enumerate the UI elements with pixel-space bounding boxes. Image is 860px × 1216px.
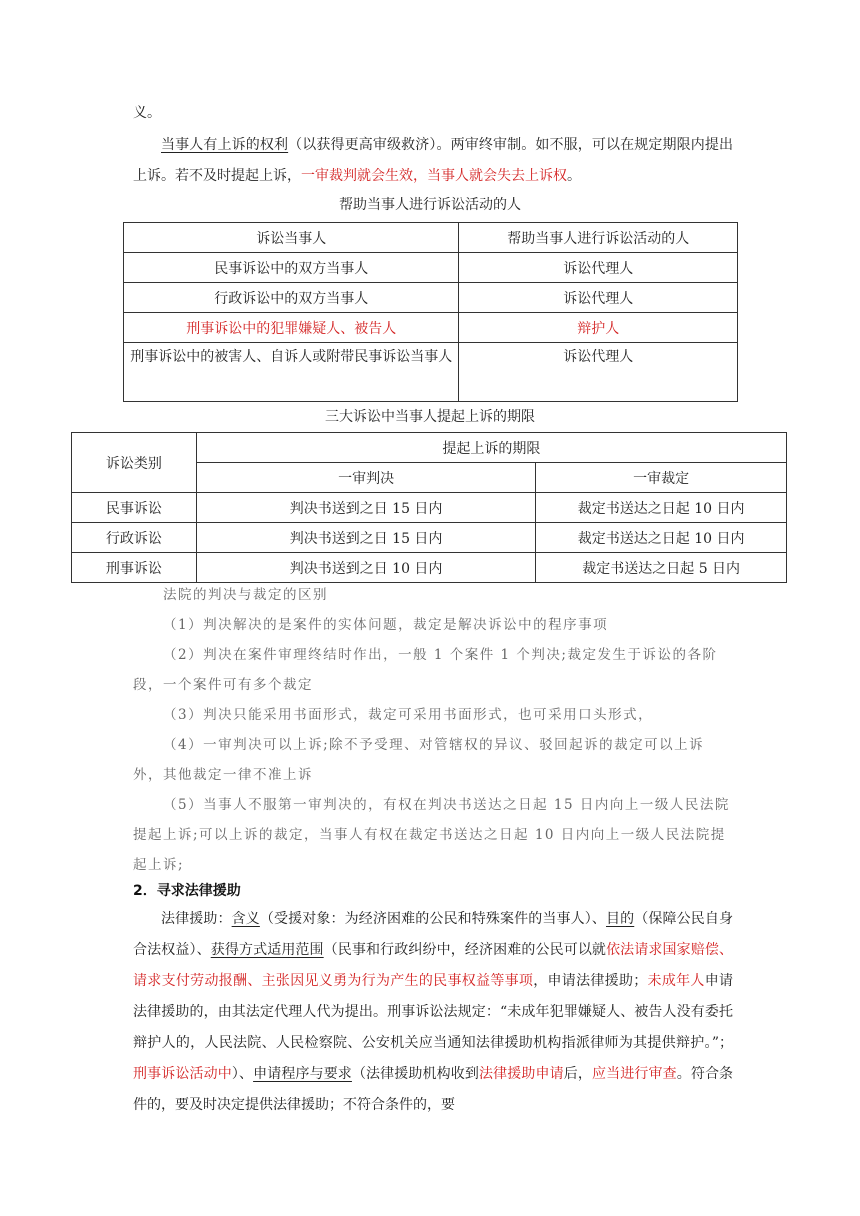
appeal-text: （以获得更高审级救济）。两审终审制。如不服，可以在规定期限内提出上诉。若不及时提起上诉， bbox=[133, 137, 733, 184]
table-header-row bbox=[124, 223, 738, 253]
text-run: （受援对象：为经济困难的公民和特殊案件的当事人）、 bbox=[259, 911, 606, 927]
table-row bbox=[124, 313, 738, 343]
table-cell: 裁定书送达之日起 5 日内 bbox=[536, 553, 787, 583]
text-run: 法律援助： bbox=[161, 911, 232, 927]
table-cell: 裁定书送达之日起 10 日内 bbox=[536, 493, 787, 523]
table-header-cell: 一审裁定 bbox=[536, 463, 787, 493]
text-run: （保障公民自身合法权益）、 bbox=[133, 911, 733, 958]
table-cell: 诉讼代理人 bbox=[459, 283, 738, 313]
table-cell: 判决书送到之日 10 日内 bbox=[196, 553, 536, 583]
highlight-text: 依法请求国家赔偿、请求支付劳动报酬、主张因见义勇为行为产生的民事权益等事项 bbox=[133, 942, 734, 989]
appeal-end: 。 bbox=[567, 168, 581, 184]
text-run: 申请法律援助的，由其法定代理人代为提出。刑事诉讼法规定：“未成年犯罪嫌疑人、被告人没有委托辩护人的，人民法院、人民检察院、公安机关应当通知法律援助机构指派律师为其提供辩护。”； bbox=[133, 973, 734, 1051]
text-run: （民事和行政纠纷中，经济困难的公民可以就 bbox=[323, 942, 607, 958]
table-cell: 判决书送到之日 15 日内 bbox=[196, 523, 536, 553]
appeal-right-term: 当事人有上诉的权利 bbox=[161, 137, 289, 153]
table-cell: 裁定书送达之日起 10 日内 bbox=[536, 523, 787, 553]
table-row bbox=[124, 283, 738, 313]
table1-caption: 帮助当事人进行诉讼活动的人 bbox=[339, 197, 521, 213]
table-cell: 行政诉讼 bbox=[72, 523, 197, 553]
table-cell: 刑事诉讼中的犯罪嫌疑人、被告人 bbox=[124, 313, 459, 343]
term-purpose: 目的 bbox=[606, 911, 635, 927]
text-run: ，申请法律援助； bbox=[533, 973, 648, 989]
table-cell: 刑事诉讼 bbox=[72, 553, 197, 583]
table-cell: 刑事诉讼中的被害人、自诉人或附带民事诉讼当事人 bbox=[124, 343, 459, 402]
term-procedure: 申请程序与要求 bbox=[253, 1066, 352, 1082]
table-cell: 辩护人 bbox=[459, 313, 738, 343]
table-cell: 民事诉讼中的双方当事人 bbox=[124, 253, 459, 283]
table2-caption: 三大诉讼中当事人提起上诉的期限 bbox=[325, 409, 535, 425]
difference-item: （2）判决在案件审理终结时作出，一般 1 个案件 1 个判决;裁定发生于诉讼的各阶段，一个案件可有多个裁定 bbox=[133, 647, 718, 693]
text-run: （法律援助机构收到 bbox=[351, 1066, 480, 1082]
table-cell: 判决书送到之日 15 日内 bbox=[196, 493, 536, 523]
table-header-cell: 一审判决 bbox=[196, 463, 536, 493]
highlight-text: 刑事诉讼活动中 bbox=[133, 1066, 232, 1082]
appeal-warning: 一审裁判就会生效，当事人就会失去上诉权 bbox=[301, 168, 567, 184]
highlight-text: 法律援助申请 bbox=[479, 1066, 564, 1082]
table-header-cell: 诉讼当事人 bbox=[124, 223, 459, 253]
table-cell: 民事诉讼 bbox=[72, 493, 197, 523]
appeal-paragraph bbox=[133, 130, 733, 192]
difference-item: （4）一审判决可以上诉;除不予受理、对管辖权的异议、驳回起诉的裁定可以上诉外，其他裁定一律不准上诉 bbox=[133, 737, 705, 783]
table-row bbox=[124, 343, 738, 402]
top-fragment: 义。 bbox=[133, 105, 161, 121]
table-row bbox=[72, 553, 787, 583]
section-heading: 2．寻求法律援助 bbox=[133, 883, 241, 899]
highlight-text: 应当进行审查 bbox=[591, 1066, 677, 1082]
difference-item: （3）判决只能采用书面形式，裁定可采用书面形式，也可采用口头形式， bbox=[163, 707, 654, 723]
text-run: 后， bbox=[563, 1066, 592, 1082]
table-cell: 行政诉讼中的双方当事人 bbox=[124, 283, 459, 313]
table-row bbox=[124, 253, 738, 283]
table-row bbox=[72, 493, 787, 523]
differences-title: 法院的判决与裁定的区别 bbox=[163, 587, 328, 603]
text-run: 。符合条件的，要及时决定提供法律援助；不符合条件的，要 bbox=[133, 1066, 734, 1113]
term-scope: 获得方式适用范围 bbox=[210, 942, 324, 958]
difference-item: （5）当事人不服第一审判决的，有权在判决书送达之日起 15 日内向上一级人民法院提起上诉;可以上诉的裁定，当事人有权在裁定书送达之日起 10 日内向上一级人民法院提起上诉; bbox=[133, 797, 730, 873]
table-header-row bbox=[72, 433, 787, 463]
table-row bbox=[72, 523, 787, 553]
appeal-deadline-table bbox=[71, 432, 787, 583]
legal-aid-paragraph bbox=[133, 904, 733, 1121]
text-run: ）、 bbox=[231, 1066, 254, 1082]
highlight-text: 未成年人 bbox=[647, 973, 705, 989]
term-definition: 含义 bbox=[231, 911, 260, 927]
table-cell: 诉讼代理人 bbox=[459, 343, 738, 402]
table-header-cell: 诉讼类别 bbox=[72, 433, 197, 493]
difference-item: （1）判决解决的是案件的实体问题，裁定是解决诉讼中的程序事项 bbox=[163, 617, 609, 633]
assistants-table bbox=[123, 222, 738, 402]
table-header-cell: 帮助当事人进行诉讼活动的人 bbox=[459, 223, 738, 253]
table-header-cell: 提起上诉的期限 bbox=[196, 433, 786, 463]
table-cell: 诉讼代理人 bbox=[459, 253, 738, 283]
